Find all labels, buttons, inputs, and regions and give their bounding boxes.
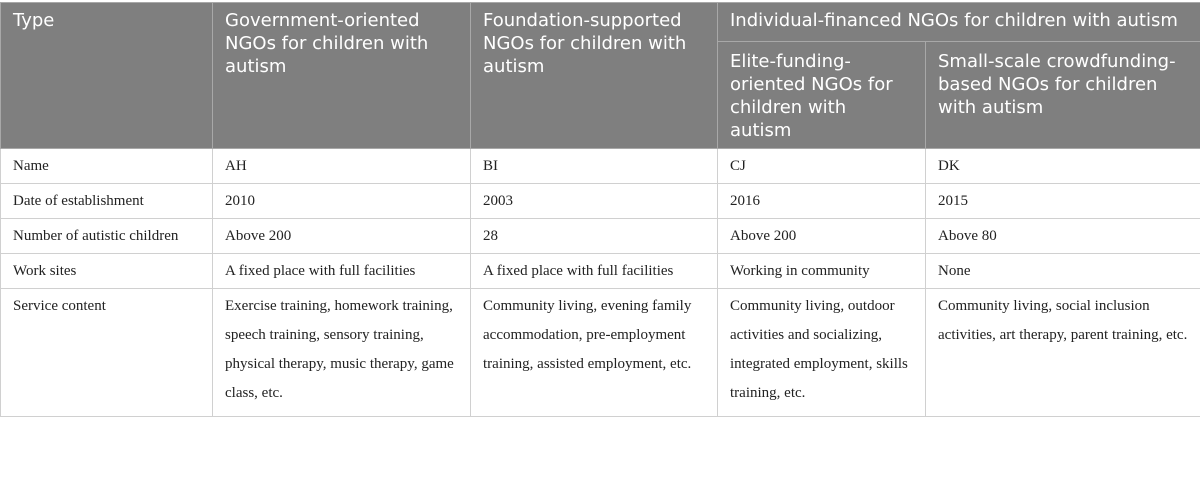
row-label: Service content xyxy=(1,289,213,417)
cell: None xyxy=(926,254,1200,289)
header-foundation-supported: Foundation-supported NGOs for children with autism xyxy=(471,3,718,149)
header-type: Type xyxy=(1,3,213,149)
cell: Above 80 xyxy=(926,219,1200,254)
cell: Community living, evening family accommodation, pre-employment training, assisted employment, etc. xyxy=(471,289,718,417)
cell: CJ xyxy=(718,149,926,184)
table-row-work-sites xyxy=(1,254,1200,289)
cell: DK xyxy=(926,149,1200,184)
row-label: Name xyxy=(1,149,213,184)
cell: 2015 xyxy=(926,184,1200,219)
cell: 28 xyxy=(471,219,718,254)
header-row xyxy=(1,3,1200,42)
row-label: Work sites xyxy=(1,254,213,289)
table-row-name xyxy=(1,149,1200,184)
cell: 2010 xyxy=(213,184,471,219)
cell: Working in community xyxy=(718,254,926,289)
table-row-date xyxy=(1,184,1200,219)
header-individual-financed: Individual-financed NGOs for children with autism xyxy=(718,3,1200,42)
cell: Above 200 xyxy=(718,219,926,254)
cell: A fixed place with full facilities xyxy=(471,254,718,289)
cell: BI xyxy=(471,149,718,184)
cell: Community living, outdoor activities and socializing, integrated employment, skills training, etc. xyxy=(718,289,926,417)
table-row-service-content xyxy=(1,289,1200,417)
header-elite-funding: Elite-funding-oriented NGOs for children with autism xyxy=(718,42,926,149)
header-government-oriented: Government-oriented NGOs for children with autism xyxy=(213,3,471,149)
row-label: Date of establishment xyxy=(1,184,213,219)
table-row-children-count xyxy=(1,219,1200,254)
cell: Exercise training, homework training, speech training, sensory training, physical therapy, music therapy, game class, etc. xyxy=(213,289,471,417)
cell: A fixed place with full facilities xyxy=(213,254,471,289)
cell: Community living, social inclusion activities, art therapy, parent training, etc. xyxy=(926,289,1200,417)
header-crowdfunding: Small-scale crowdfunding-based NGOs for children with autism xyxy=(926,42,1200,149)
cell: Above 200 xyxy=(213,219,471,254)
cell: 2016 xyxy=(718,184,926,219)
cell: 2003 xyxy=(471,184,718,219)
ngo-comparison-table xyxy=(0,2,1200,417)
row-label: Number of autistic children xyxy=(1,219,213,254)
cell: AH xyxy=(213,149,471,184)
